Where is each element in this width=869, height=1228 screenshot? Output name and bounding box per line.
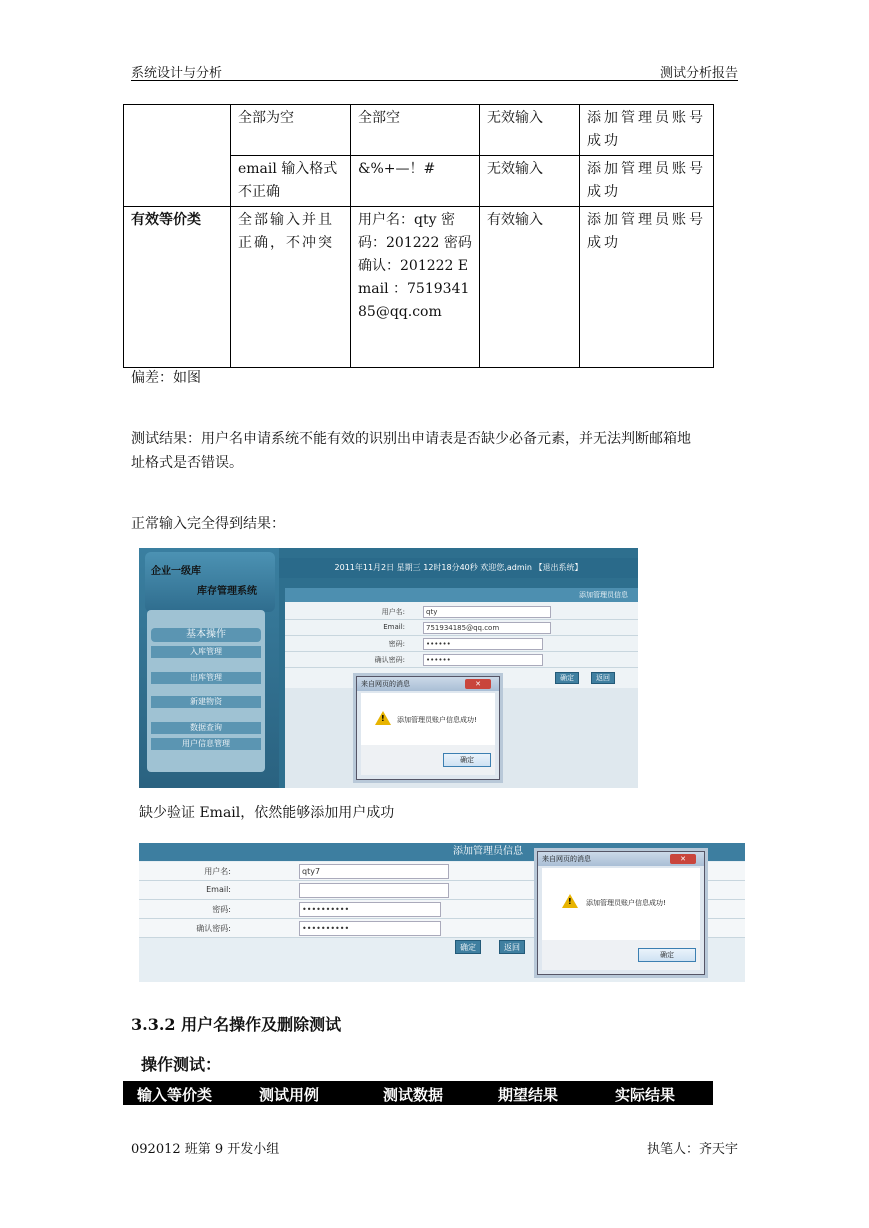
field-label: 确认密码:	[196, 924, 231, 933]
warning-icon: !	[375, 711, 391, 725]
dialog-message: 添加管理员账户信息成功!	[397, 716, 477, 724]
menu-item-inbound[interactable]: 入库管理	[151, 646, 261, 658]
field-label: 密码:	[388, 640, 405, 648]
table-cell: 无效输入	[480, 105, 580, 156]
table-cell: 用户名：qty 密码：201222 密码确认：201222 Email ：751934185@qq.com	[351, 207, 480, 368]
alert-dialog	[356, 676, 500, 780]
dialog-body	[542, 868, 700, 970]
password-input[interactable]: ••••••••••	[299, 902, 441, 917]
brand-panel	[145, 552, 275, 612]
table-cell: email 输入格式不正确	[231, 156, 351, 207]
form-row	[285, 636, 638, 652]
warning-icon: !	[562, 894, 578, 908]
table-row	[124, 207, 714, 368]
column-header: 测试用例	[259, 1086, 320, 1104]
menu-title: 基本操作	[151, 628, 261, 642]
dialog-title: 来自网页的消息	[538, 852, 704, 866]
field-label: Email:	[206, 885, 231, 894]
subsection-heading: 操作测试：	[141, 1055, 222, 1074]
footer-left: 092012 班第 9 开发小组	[131, 1142, 280, 1157]
menu-item-new-material[interactable]: 新建物资	[151, 696, 261, 708]
ok-button[interactable]: 确定	[455, 940, 481, 954]
password-input[interactable]: ••••••	[423, 638, 543, 650]
table-cell: 有效输入	[480, 207, 580, 368]
form-row	[285, 620, 638, 636]
menu-panel	[147, 610, 265, 772]
brand-line1: 企业一级库	[151, 566, 201, 577]
header-right: 测试分析报告	[659, 66, 738, 81]
table-row	[124, 105, 714, 156]
email-input[interactable]	[299, 883, 449, 898]
menu-item-user-info[interactable]: 用户信息管理	[151, 738, 261, 750]
table-cell: 有效等价类	[124, 207, 231, 368]
top-bar: 2011年11月2日 星期三 12时18分40秒 欢迎您,admin 【退出系统】	[279, 558, 638, 578]
missing-email-text: 缺少验证 Email，依然能够添加用户成功	[139, 805, 395, 821]
sidebar	[139, 548, 279, 788]
header-left: 系统设计与分析	[131, 66, 223, 81]
test-case-table	[123, 104, 714, 368]
dialog-footer	[542, 940, 700, 970]
back-button[interactable]: 返回	[591, 672, 615, 684]
column-header: 输入等价类	[137, 1086, 213, 1104]
table-cell: 添加管理员账号成功	[580, 207, 714, 368]
field-label: 密码:	[212, 905, 231, 914]
brand-line2: 库存管理系统	[197, 586, 257, 597]
screenshot-missing-email	[139, 843, 745, 982]
field-label: 用户名:	[204, 867, 231, 876]
screenshot-normal-input	[139, 548, 638, 788]
back-button[interactable]: 返回	[499, 940, 525, 954]
ok-button[interactable]: 确定	[555, 672, 579, 684]
username-input[interactable]: qty7	[299, 864, 449, 879]
close-button[interactable]: ✕	[465, 679, 491, 689]
table-cell: 添加管理员账号成功	[580, 105, 714, 156]
field-label: 用户名:	[381, 608, 405, 616]
field-label: 确认密码:	[374, 656, 405, 664]
form-title: 添加管理员信息	[139, 843, 745, 861]
dialog-ok-button[interactable]: 确定	[638, 948, 696, 962]
column-header: 测试数据	[383, 1086, 444, 1104]
dialog-body	[361, 693, 495, 775]
username-input[interactable]: qty	[423, 606, 551, 618]
table-cell	[124, 105, 231, 207]
alert-dialog	[537, 851, 705, 975]
dialog-footer	[361, 745, 495, 775]
operation-table-header	[123, 1081, 713, 1105]
table-cell: 全部空	[351, 105, 480, 156]
column-header: 期望结果	[498, 1086, 559, 1104]
result-text-line1: 测试结果：用户名申请系统不能有效的识别出申请表是否缺少必备元素，并无法判断邮箱地	[131, 431, 691, 447]
table-cell: 添加管理员账号成功	[580, 156, 714, 207]
table-cell: 无效输入	[480, 156, 580, 207]
table-cell: 全部输入并且正确，不冲突	[231, 207, 351, 368]
result-text-line2: 址格式是否错误。	[131, 455, 243, 471]
section-heading: 3.3.2 用户名操作及删除测试	[131, 1015, 342, 1034]
form-row	[285, 604, 638, 620]
menu-item-outbound[interactable]: 出库管理	[151, 672, 261, 684]
header-rule	[131, 80, 738, 81]
field-label: Email:	[383, 623, 405, 631]
confirm-password-input[interactable]: ••••••	[423, 654, 543, 666]
menu-item-query[interactable]: 数据查询	[151, 722, 261, 734]
footer-right: 执笔人：齐天宇	[646, 1142, 738, 1157]
dialog-ok-button[interactable]: 确定	[443, 753, 491, 767]
form-title: 添加管理员信息	[285, 588, 638, 602]
table-cell: &%+—！#	[351, 156, 480, 207]
normal-input-text: 正常输入完全得到结果：	[131, 516, 285, 532]
add-admin-form	[285, 588, 638, 688]
email-input[interactable]: 751934185@qq.com	[423, 622, 551, 634]
close-button[interactable]: ✕	[670, 854, 696, 864]
column-header: 实际结果	[615, 1086, 676, 1104]
form-row	[285, 652, 638, 668]
confirm-password-input[interactable]: ••••••••••	[299, 921, 441, 936]
dialog-title: 来自网页的消息	[357, 677, 499, 691]
table-cell: 全部为空	[231, 105, 351, 156]
deviation-text: 偏差：如图	[131, 370, 201, 386]
dialog-message: 添加管理员账户信息成功!	[586, 899, 666, 907]
